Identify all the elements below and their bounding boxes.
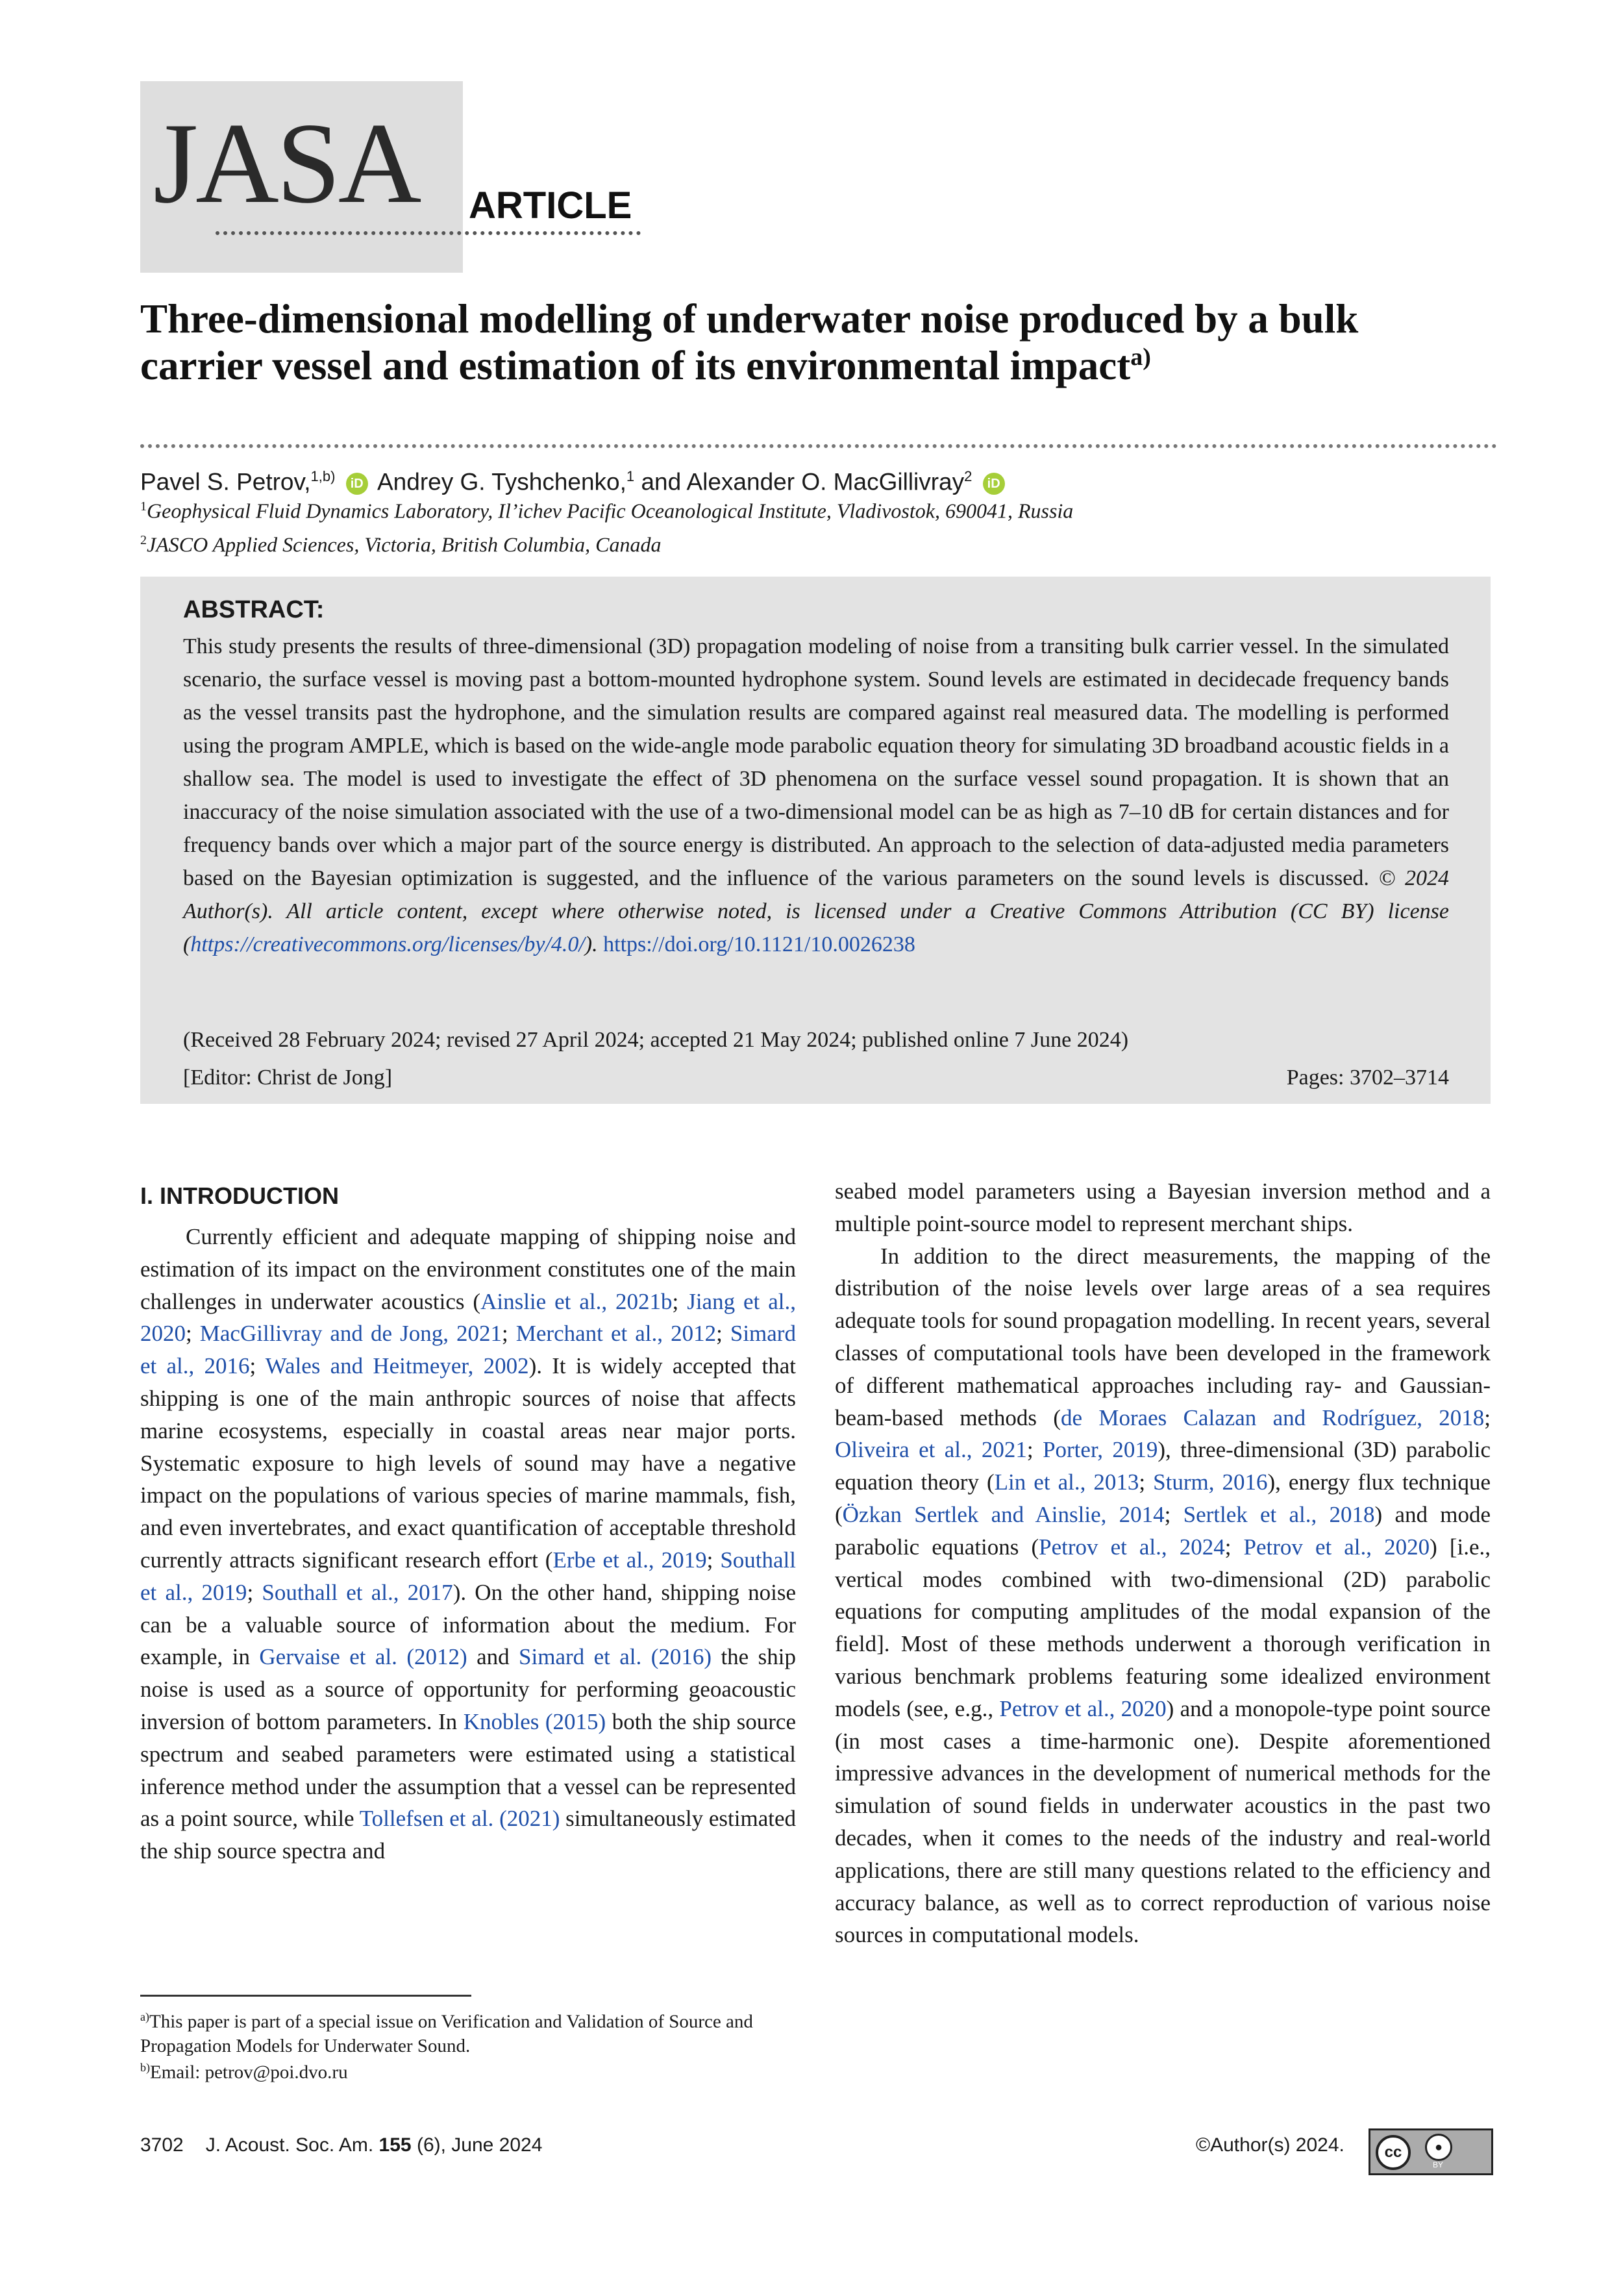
body-text: ) and a monopole-type point source (in most cases a time-harmonic one). Despite aforementioned impressive advances in the development of numerical methods for the simulation of sound fields in underwater acoustics in the past two decades, when it comes to the needs of the industry and real-world applications, there are still many questions related to the efficiency and accuracy balance, as well as to correct reproduction of various noise sources in computational models.	[835, 1695, 1491, 1948]
article-title	[140, 295, 1439, 389]
cc-by-license-badge[interactable]	[1369, 2128, 1493, 2175]
by-label: BY	[1432, 2160, 1443, 2169]
article-type-label: ARTICLE	[469, 184, 632, 227]
body-text: and	[467, 1644, 519, 1670]
body-text: ) and mode parabolic equations (	[835, 1501, 1491, 1560]
abstract-heading: ABSTRACT:	[183, 596, 325, 623]
citation-separator: ;	[1139, 1469, 1154, 1495]
body-text: ), energy flux technique (	[835, 1469, 1491, 1527]
affiliation-2	[140, 527, 662, 558]
citation-link[interactable]: Petrov et al., 2024	[1039, 1534, 1225, 1560]
body-text: ). It is widely accepted that shipping is one of the main anthropic sources of noise that affects marine ecosystems, especially in coastal areas near major ports. Systematic exposure to high levels of sound may have a negative impact on the populations of various species of marine mammals, fish, and even invertebrates, and exact quantification of acceptable threshold currently attracts significant research effort (	[140, 1353, 796, 1573]
section-heading: I. INTRODUCTION	[140, 1182, 339, 1209]
citation-separator: ;	[502, 1321, 516, 1347]
footnote-marker: a)	[140, 2010, 149, 2023]
author-affil-marker: 1	[626, 468, 635, 484]
citation-link[interactable]: Erbe et al., 2019	[552, 1547, 707, 1573]
citation-separator: ;	[1026, 1437, 1043, 1463]
body-text: the ship noise is used as a source of opportunity for performing geoacoustic inversion of bottom parameters. In	[140, 1644, 796, 1734]
right-column	[835, 1175, 1491, 1951]
license-close: ).	[584, 932, 598, 956]
orcid-icon[interactable]: iD	[346, 473, 368, 495]
body-paragraph: seabed model parameters using a Bayesian inversion method and a multiple point-source model to represent merchant ships.	[835, 1179, 1491, 1236]
left-column	[140, 1221, 796, 1867]
citation-link[interactable]: Petrov et al., 2020	[1243, 1534, 1430, 1560]
issue-date: (6), June 2024	[416, 2134, 543, 2156]
creative-commons-icon: cc	[1376, 2135, 1411, 2170]
attribution-icon: ●	[1425, 2134, 1452, 2161]
logo-dotted-rule	[216, 231, 641, 235]
abstract-body: This study presents the results of three-dimensional (3D) propagation modeling of noise from a transiting bulk carrier vessel. In the simulated scenario, the surface vessel is moving past a bottom-mounted hydrophone system. Sound levels are estimated in decidecade frequency bands as the vessel transits past the hydrophone, and the simulation results are compared against real measured data. The modelling is performed using the program AMPLE, which is based on the wide-angle mode parabolic equation theory for simulating 3D broadband acoustic fields in a shallow sea. The model is used to investigate the effect of 3D phenomena on the surface vessel sound propagation. It is shown that an inaccuracy of the noise simulation associated with the use of a two-dimensional model can be as high as 7–10 dB for certain distances and for frequency bands over which a major part of the source energy is distributed. An approach to the selection of data-adjusted media parameters based on the Bayesian optimization is suggested, and the influence of the various parameters on the sound levels is discussed.	[183, 634, 1449, 890]
editor-line: [Editor: Christ de Jong]	[183, 1066, 393, 1090]
citation-link[interactable]: Petrov et al., 2020	[999, 1695, 1167, 1721]
affiliation-marker: 2	[140, 533, 147, 547]
citation-link[interactable]: Özkan Sertlek and Ainslie, 2014	[842, 1501, 1165, 1527]
citation-link[interactable]: Wales and Heitmeyer, 2002	[265, 1353, 529, 1379]
body-text: simultaneously estimated the ship source spectra and	[140, 1806, 796, 1864]
orcid-icon[interactable]: iD	[983, 473, 1005, 495]
citation-link[interactable]: Porter, 2019	[1043, 1437, 1158, 1463]
citation-link[interactable]: Simard et al., 2016	[140, 1321, 796, 1379]
title-dotted-rule	[140, 444, 1497, 448]
article-title-text: Three-dimensional modelling of underwater noise produced by a bulk carrier vessel and estimation of its environmental impact	[140, 296, 1359, 388]
author-list	[140, 462, 1009, 496]
citation-link[interactable]: Ainslie et al., 2021b	[480, 1288, 673, 1314]
copyright-notice: ©Author(s) 2024.	[1196, 2134, 1344, 2156]
body-text: ) [i.e., vertical modes combined with two-dimensional (2D) parabolic equations for computing amplitudes of the modal expansion of the field]. Most of these methods underwent a thorough verification in various benchmark problems featuring some idealized environment models (see, e.g.,	[835, 1534, 1491, 1721]
author-name[interactable]: Alexander O. MacGillivray	[686, 468, 965, 495]
footnote-marker: b)	[140, 2061, 150, 2074]
body-text: both the ship source spectrum and seabed parameters were estimated using a statistical inference method under the assumption that a vessel can be represented as a point source, while	[140, 1708, 796, 1832]
body-text: In addition to the direct measurements, the mapping of the distribution of the noise levels over large areas of a sea requires adequate tools for sound propagation modelling. In recent years, several classes of computational tools have been developed in the framework of different mathematical approaches including ray- and Gaussian-beam-based methods (	[835, 1243, 1491, 1430]
citation-link[interactable]: Sturm, 2016	[1153, 1469, 1268, 1495]
body-paragraph	[835, 1240, 1491, 1952]
body-text: Currently efficient and adequate mapping of shipping noise and estimation of its impact on the environment constitutes one of the main challenges in underwater acoustics (	[140, 1224, 796, 1314]
footnote-a	[140, 2005, 796, 2058]
title-footnote-link[interactable]: a)	[1130, 343, 1151, 371]
footnote-text: Email: petrov@poi.dvo.ru	[150, 2062, 348, 2083]
author-affil-marker: 2	[964, 468, 973, 484]
citation-link[interactable]: Gervaise et al. (2012)	[259, 1644, 467, 1670]
license-link[interactable]: https://creativecommons.org/licenses/by/4.0/	[190, 932, 585, 956]
citation-separator: ;	[716, 1321, 730, 1347]
citation-link[interactable]: Oliveira et al., 2021	[835, 1437, 1027, 1463]
page-range: Pages: 3702–3714	[1286, 1066, 1449, 1090]
footnote-text: This paper is part of a special issue on Verification and Validation of Source and Propagation Models for Underwater Sound.	[140, 2011, 753, 2056]
citation-separator: ;	[1164, 1501, 1183, 1527]
citation-link[interactable]: Southall et al., 2017	[262, 1579, 453, 1605]
citation-link[interactable]: Jiang et al., 2020	[140, 1288, 796, 1347]
received-dates: (Received 28 February 2024; revised 27 April 2024; accepted 21 May 2024; published online 7 June 2024)	[183, 1028, 1129, 1052]
citation-link[interactable]: Merchant et al., 2012	[515, 1321, 717, 1347]
footnote-b	[140, 2056, 796, 2085]
page-footer-citation	[140, 2134, 542, 2157]
author-connector: and	[641, 468, 682, 495]
license-statement: © 2024 Author(s). All article content, except where otherwise noted, is licensed under a Creative Commons Attribution (CC BY) license (	[183, 866, 1449, 956]
page-number: 3702	[140, 2134, 184, 2156]
citation-separator: ;	[186, 1321, 200, 1347]
citation-separator: ;	[1484, 1404, 1491, 1430]
affiliation-text: Geophysical Fluid Dynamics Laboratory, Il’ichev Pacific Oceanological Institute, Vladivostok, 690041, Russia	[147, 499, 1074, 523]
doi-link[interactable]: https://doi.org/10.1121/10.0026238	[603, 932, 915, 956]
citation-link[interactable]: de Moraes Calazan and Rodríguez, 2018	[1061, 1404, 1485, 1430]
citation-link[interactable]: Knobles (2015)	[463, 1708, 606, 1734]
citation-link[interactable]: Tollefsen et al. (2021)	[359, 1806, 560, 1832]
author-affil-marker: 1,b)	[310, 468, 336, 484]
citation-separator: ;	[249, 1353, 266, 1379]
citation-link[interactable]: Southall et al., 2019	[140, 1547, 796, 1605]
journal-logo: JASA	[153, 99, 419, 227]
abstract-text	[183, 630, 1449, 961]
author-name[interactable]: Pavel S. Petrov,	[140, 468, 311, 495]
footnote-rule	[140, 1995, 471, 1997]
body-text: ). On the other hand, shipping noise can be a valuable source of information about the medium. For example, in	[140, 1579, 796, 1670]
citation-link[interactable]: Simard et al. (2016)	[519, 1644, 712, 1670]
body-paragraph	[140, 1221, 796, 1867]
citation-link[interactable]: Lin et al., 2013	[994, 1469, 1139, 1495]
author-name[interactable]: Andrey G. Tyshchenko,	[377, 468, 626, 495]
citation-separator: ;	[672, 1288, 688, 1314]
citation-link[interactable]: MacGillivray and de Jong, 2021	[199, 1321, 502, 1347]
body-text: ), three-dimensional (3D) parabolic equation theory (	[835, 1437, 1491, 1495]
affiliation-marker: 1	[140, 499, 147, 514]
affiliation-text: JASCO Applied Sciences, Victoria, British Columbia, Canada	[147, 532, 662, 556]
citation-separator: ;	[1224, 1534, 1244, 1560]
volume-number: 155	[378, 2134, 412, 2156]
citation-link[interactable]: Sertlek et al., 2018	[1183, 1501, 1375, 1527]
affiliation-1	[140, 493, 1073, 524]
journal-name: J. Acoust. Soc. Am.	[205, 2134, 374, 2156]
citation-separator: ;	[706, 1547, 721, 1573]
citation-separator: ;	[247, 1579, 262, 1605]
